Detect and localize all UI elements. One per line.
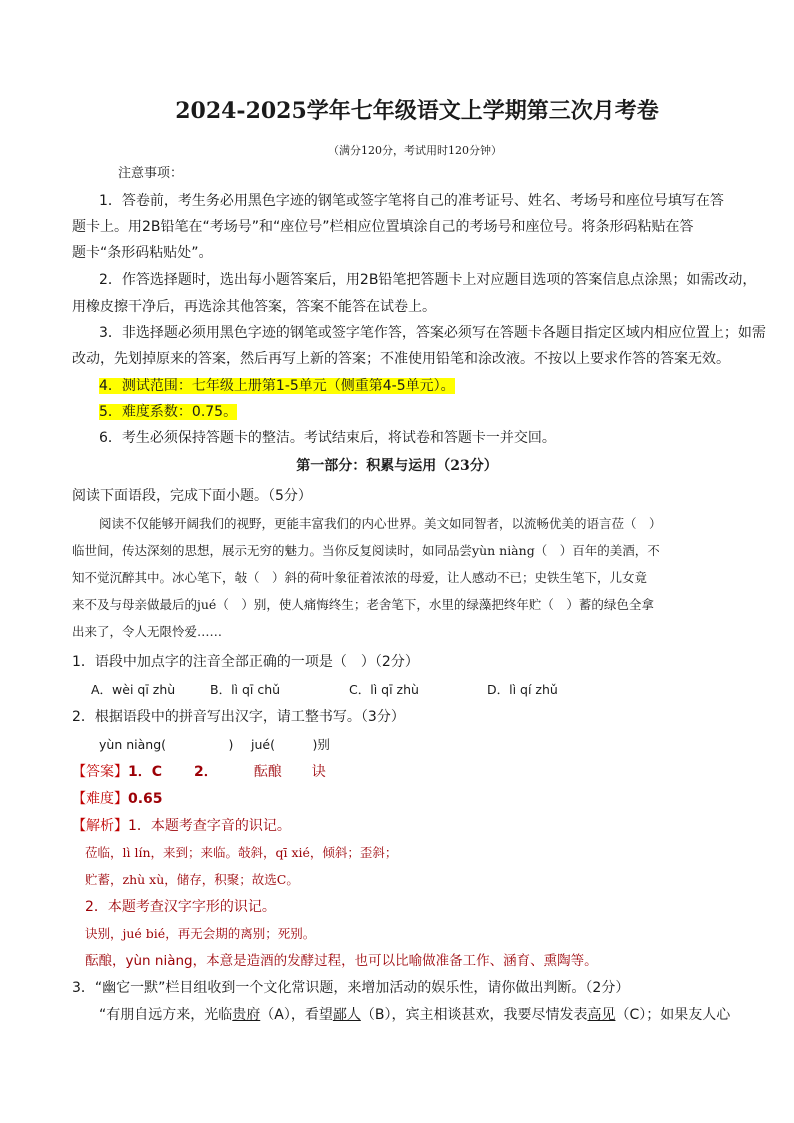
part1-intro: 阅读下面语段，完成下面小题。（5分）: [72, 488, 312, 504]
analysis-line-6: 酝酿，yùn niàng，本意是造酒的发酵过程，也可以比喻做准备工作、涵育、熏陶等。: [85, 953, 598, 969]
notice-line-1c: 题卡“条形码粘贴处”。: [72, 245, 213, 261]
page-title: 2024-2025学年七年级语文上学期第三次月考卷: [175, 98, 659, 124]
analysis-label: 【解析】: [72, 818, 128, 834]
q1-option-c: C．lì qī zhù: [349, 682, 419, 697]
question-3-text: [99, 1005, 730, 1025]
passage-line-2: 临世间，传达深刻的思想，展示无穷的魅力。当你反复阅读时，如同品尝yùn niàng（ ）百年的美酒，不: [72, 543, 660, 558]
notice-line-1a: 1．答卷前，考生务必用黑色字迹的钢笔或签字笔将自己的准考证号、姓名、考场号和座位号填写在答: [99, 193, 724, 209]
question-1-stem: 1．语段中加点字的注音全部正确的一项是（ ）（2分）: [72, 654, 419, 670]
analysis-line-1: 1．本题考查字音的识记。: [128, 818, 291, 834]
q3-text-part-2: （A），看望: [260, 1007, 333, 1023]
notice-line-3a: 3．非选择题必须用黑色字迹的钢笔或签字笔作答，答案必须写在答题卡各题目指定区域内相应位置上；如需: [99, 325, 766, 341]
notice-line-1b: 题卡上。用2B铅笔在“考场号”和“座位号”栏相应位置填涂自己的考场号和座位号。将条形码粘贴在答: [72, 219, 694, 235]
answer-word-2: 诀: [311, 764, 326, 780]
analysis-line-5: 诀别，jué bié，再无会期的离别；死别。: [85, 926, 316, 941]
answer-1: 1．C: [128, 764, 163, 780]
difficulty-value: 0.65: [128, 791, 163, 807]
q1-option-a: A．wèi qī zhù: [91, 682, 176, 697]
q1-option-b: B．lì qī chǔ: [210, 682, 281, 697]
q3-underlined-b: 鄙人: [332, 1007, 361, 1023]
part1-heading: 第一部分：积累与运用（23分）: [296, 458, 498, 474]
answer-row: [72, 762, 326, 782]
notice-line-2b: 用橡皮擦干净后，再选涂其他答案，答案不能答在试卷上。: [72, 299, 436, 315]
passage-line-5: 出来了，令人无限怜爱……: [72, 624, 223, 639]
answer-label: 【答案】: [72, 764, 128, 780]
q2-blank-1: yùn niàng( ): [99, 737, 234, 752]
notice-line-4: [99, 376, 455, 396]
question-2-stem: 2．根据语段中的拼音写出汉字，请工整书写。（3分）: [72, 709, 405, 725]
highlighted-difficulty: 5．难度系数：0.75。: [99, 404, 238, 420]
page-subtitle: （满分120分，考试用时120分钟）: [328, 144, 502, 157]
notice-line-3b: 改动，先划掉原来的答案，然后再写上新的答案；不准使用铅笔和涂改液。不按以上要求作答的答案无效。: [72, 351, 730, 367]
answer-word-1: 酝酿: [253, 764, 282, 780]
analysis-line-2: 莅临，lì lín，来到；来临。敧斜，qī xié，倾斜；歪斜；: [85, 845, 398, 860]
notice-heading: 注意事项：: [118, 166, 184, 181]
q3-underlined-a: 贵府: [232, 1007, 261, 1023]
passage-line-4: 来不及与母亲做最后的jué（ ）别，使人痛悔终生；老舍笔下，水里的绿藻把终年贮（ ）蓄的绿色全拿: [72, 597, 654, 612]
q3-text-part-1: “有朋自远方来，光临: [99, 1007, 233, 1023]
q2-blank-2: jué( )别: [251, 737, 330, 752]
q3-text-part-3: （B），宾主相谈甚欢，我要尽情发表: [360, 1007, 588, 1023]
difficulty-label: 【难度】: [72, 791, 128, 807]
difficulty-row: [72, 789, 163, 809]
q3-underlined-c: 高见: [587, 1007, 616, 1023]
passage-line-1: 阅读不仅能够开阔我们的视野，更能丰富我们的内心世界。美文如同智者，以流畅优美的语言莅（ ）: [99, 516, 662, 531]
highlighted-scope: 4．测试范围：七年级上册第1-5单元（侧重第4-5单元）。: [99, 378, 455, 394]
passage-line-3: 知不觉沉醉其中。冰心笔下，敧（ ）斜的荷叶象征着浓浓的母爱，让人感动不已；史铁生笔下，儿女竟: [72, 570, 648, 585]
question-3-stem: 3．“幽它一默”栏目组收到一个文化常识题，来增加活动的娱乐性，请你做出判断。（2分）: [72, 980, 630, 996]
q3-text-part-4: （C）；如果友人心: [615, 1007, 731, 1023]
notice-line-6: 6．考生必须保持答题卡的整洁。考试结束后，将试卷和答题卡一并交回。: [99, 430, 556, 446]
notice-line-2a: 2．作答选择题时，选出每小题答案后，用2B铅笔把答题卡上对应题目选项的答案信息点涂黑；如需改动，: [99, 272, 757, 288]
answer-2: 2．: [194, 764, 218, 780]
analysis-line-3: 贮蓄，zhù xù，储存，积聚；故选C。: [85, 872, 299, 887]
analysis-row: [72, 816, 291, 836]
notice-line-5: [99, 402, 237, 422]
q1-option-d: D．lì qí zhǔ: [487, 682, 558, 697]
analysis-line-4: 2．本题考查汉字字形的识记。: [85, 899, 276, 915]
